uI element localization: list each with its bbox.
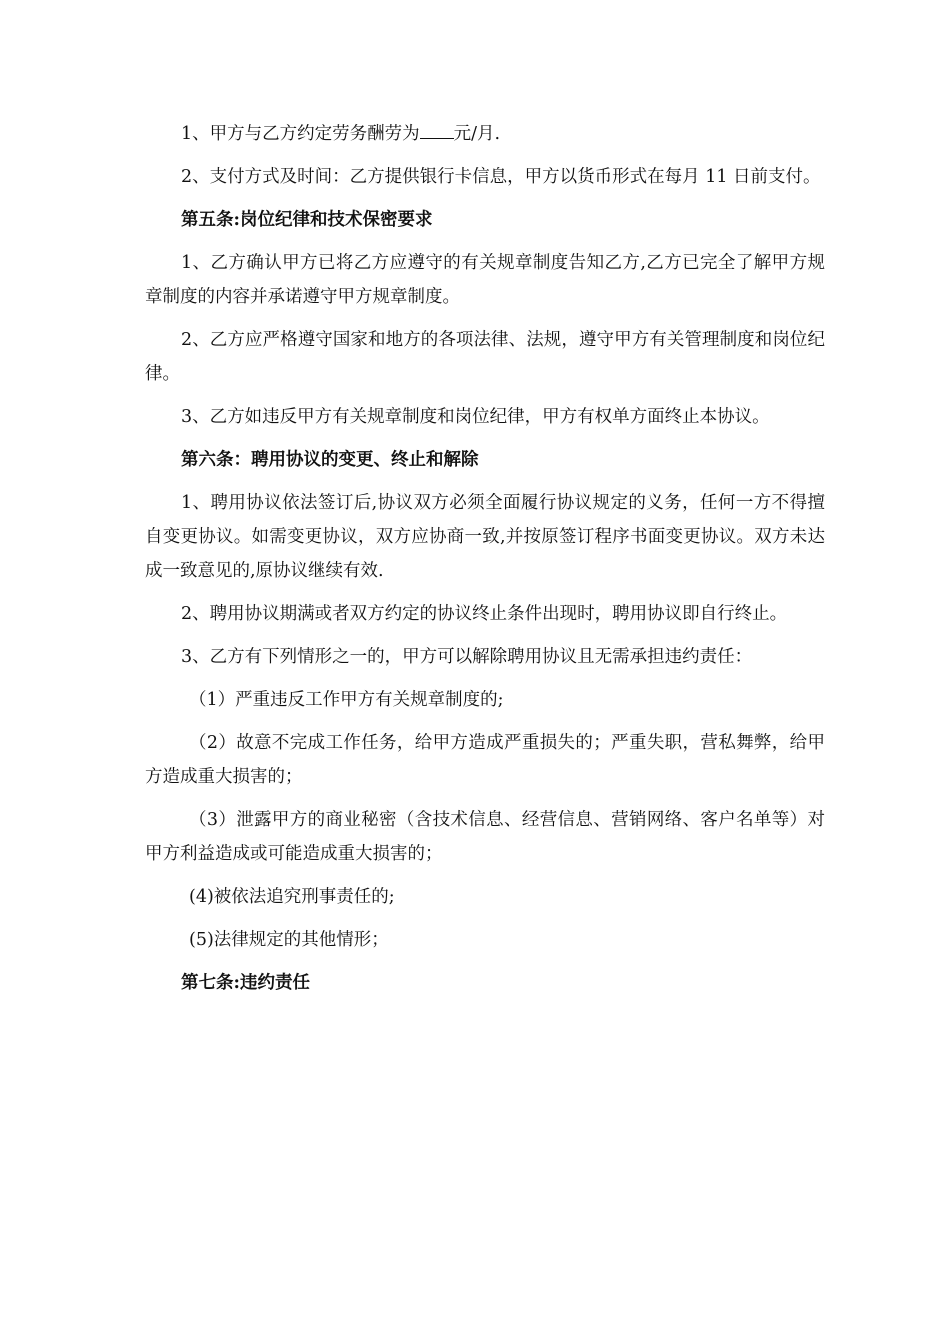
heading-article-7: 第七条:违约责任 (181, 973, 310, 993)
pay-1-text-after: 元/月. (453, 124, 501, 144)
heading-article-5: 第五条:岗位纪律和技术保密要求 (181, 210, 433, 230)
paragraph-pay-1 (145, 117, 825, 151)
list-item-art6-3-2: （2）故意不完成工作任务，给甲方造成严重损失的；严重失职，营私舞弊，给甲方造成重大损害的； (145, 733, 825, 787)
pay-1-text-before: 1、甲方与乙方约定劳务酬劳为 (181, 124, 420, 144)
paragraph-pay-2: 2、支付方式及时间：乙方提供银行卡信息，甲方以货币形式在每月 11 日前支付。 (181, 167, 821, 187)
document-body (145, 117, 825, 1009)
paragraph-art5-1: 1、乙方确认甲方已将乙方应遵守的有关规章制度告知乙方,乙方已完全了解甲方规章制度的内容并承诺遵守甲方规章制度。 (145, 253, 825, 307)
list-item-art6-3-4: (4)被依法追究刑事责任的; (189, 887, 395, 907)
paragraph-art6-1: 1、聘用协议依法签订后,协议双方必须全面履行协议规定的义务，任何一方不得擅自变更协议。如需变更协议，双方应协商一致,并按原签订程序书面变更协议。双方未达成一致意见的,原协议继续有效. (145, 493, 825, 581)
paragraph-art6-3: 3、乙方有下列情形之一的，甲方可以解除聘用协议且无需承担违约责任： (181, 647, 753, 667)
heading-article-6: 第六条：聘用协议的变更、终止和解除 (181, 450, 479, 470)
list-item-art6-3-5: (5)法律规定的其他情形； (189, 930, 389, 950)
amount-blank (420, 118, 454, 139)
paragraph-art5-3: 3、乙方如违反甲方有关规章制度和岗位纪律，甲方有权单方面终止本协议。 (181, 407, 770, 427)
paragraph-art6-2: 2、聘用协议期满或者双方约定的协议终止条件出现时，聘用协议即自行终止。 (181, 604, 788, 624)
list-item-art6-3-1: （1）严重违反工作甲方有关规章制度的; (189, 690, 504, 710)
paragraph-art5-2: 2、乙方应严格遵守国家和地方的各项法律、法规，遵守甲方有关管理制度和岗位纪律。 (145, 330, 825, 384)
list-item-art6-3-3: （3）泄露甲方的商业秘密（含技术信息、经营信息、营销网络、客户名单等）对甲方利益造成或可能造成重大损害的； (145, 810, 825, 864)
